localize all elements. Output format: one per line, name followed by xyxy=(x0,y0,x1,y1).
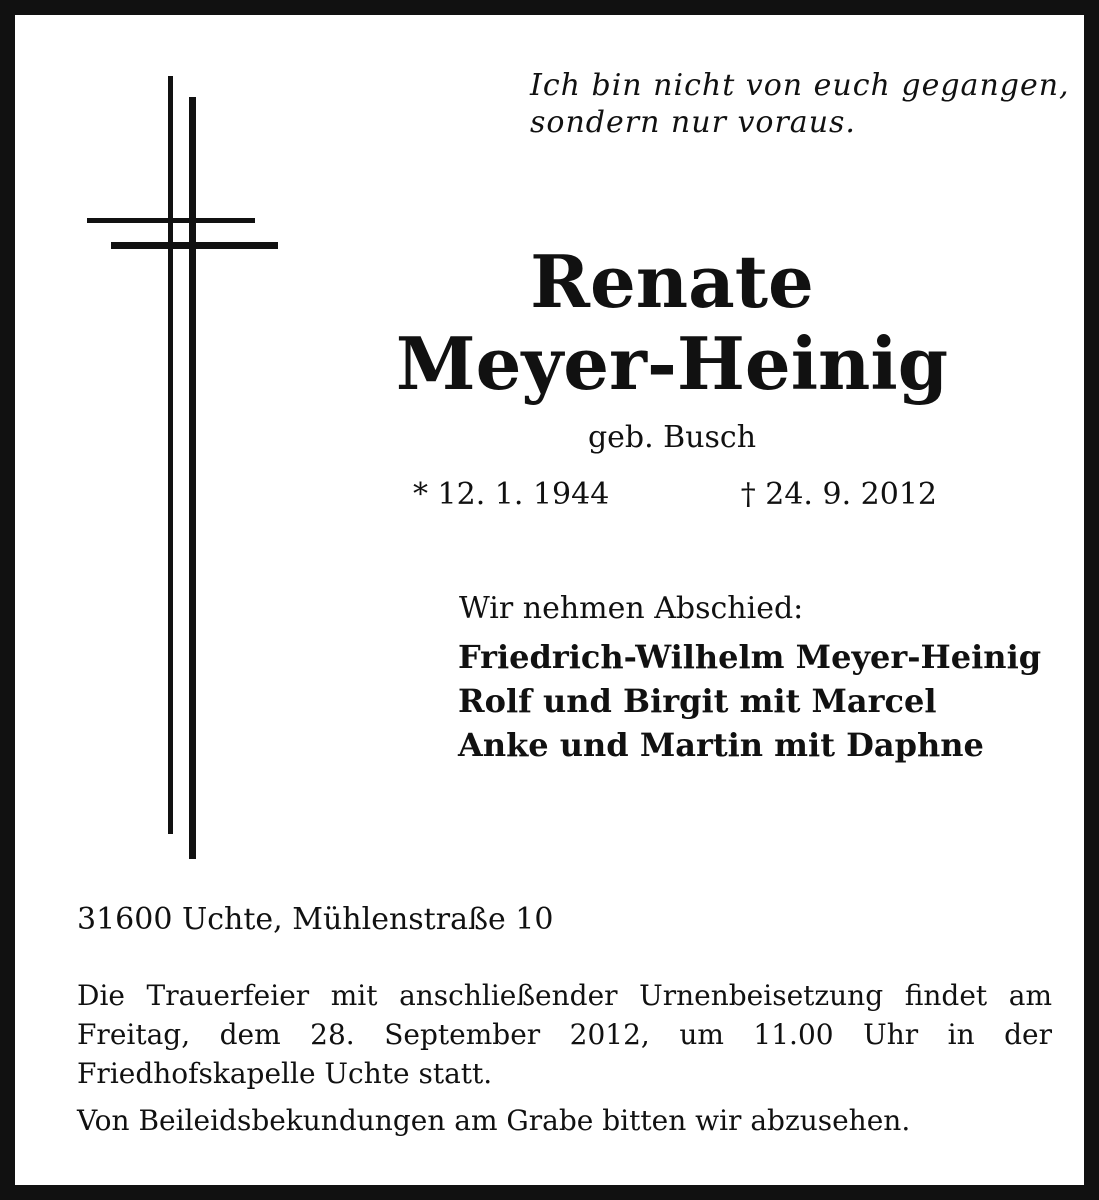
motto-line-2: sondern nur voraus. xyxy=(530,105,856,140)
life-dates xyxy=(413,475,937,515)
condolence-notice: Von Beileidsbekundungen am Grabe bitten wir abzusehen. xyxy=(77,1104,911,1137)
mourners-list xyxy=(458,635,1041,767)
cross-horizontal-line-lower xyxy=(111,242,278,249)
cross-vertical-line-left xyxy=(168,76,173,834)
deceased-last-name: Meyer-Heinig xyxy=(395,321,949,406)
birth-date: * 12. 1. 1944 xyxy=(413,477,610,512)
cross-horizontal-line-upper xyxy=(87,218,255,223)
cross-vertical-line-right xyxy=(189,97,196,859)
funeral-ceremony-notice: Die Trauerfeier mit anschließender Urnenbeisetzung findet am Freitag, dem 28. September 2012, um 11.00 Uhr in der Friedhofskapelle Uchte statt. xyxy=(77,979,1052,1090)
mourner-name: Rolf und Birgit mit Marcel xyxy=(458,682,937,720)
mourner-name: Friedrich-Wilhelm Meyer-Heinig xyxy=(458,638,1042,676)
death-date: † 24. 9. 2012 xyxy=(740,477,937,512)
mourner-name: Anke und Martin mit Daphne xyxy=(458,726,984,764)
farewell-intro: Wir nehmen Abschied: xyxy=(459,591,804,626)
family-address: 31600 Uchte, Mühlenstraße 10 xyxy=(77,902,554,937)
motto-line-1: Ich bin nicht von euch gegangen, xyxy=(530,68,1070,103)
deceased-first-name: Renate xyxy=(530,239,814,324)
maiden-name: geb. Busch xyxy=(587,420,757,455)
motto-quote xyxy=(530,67,1070,141)
